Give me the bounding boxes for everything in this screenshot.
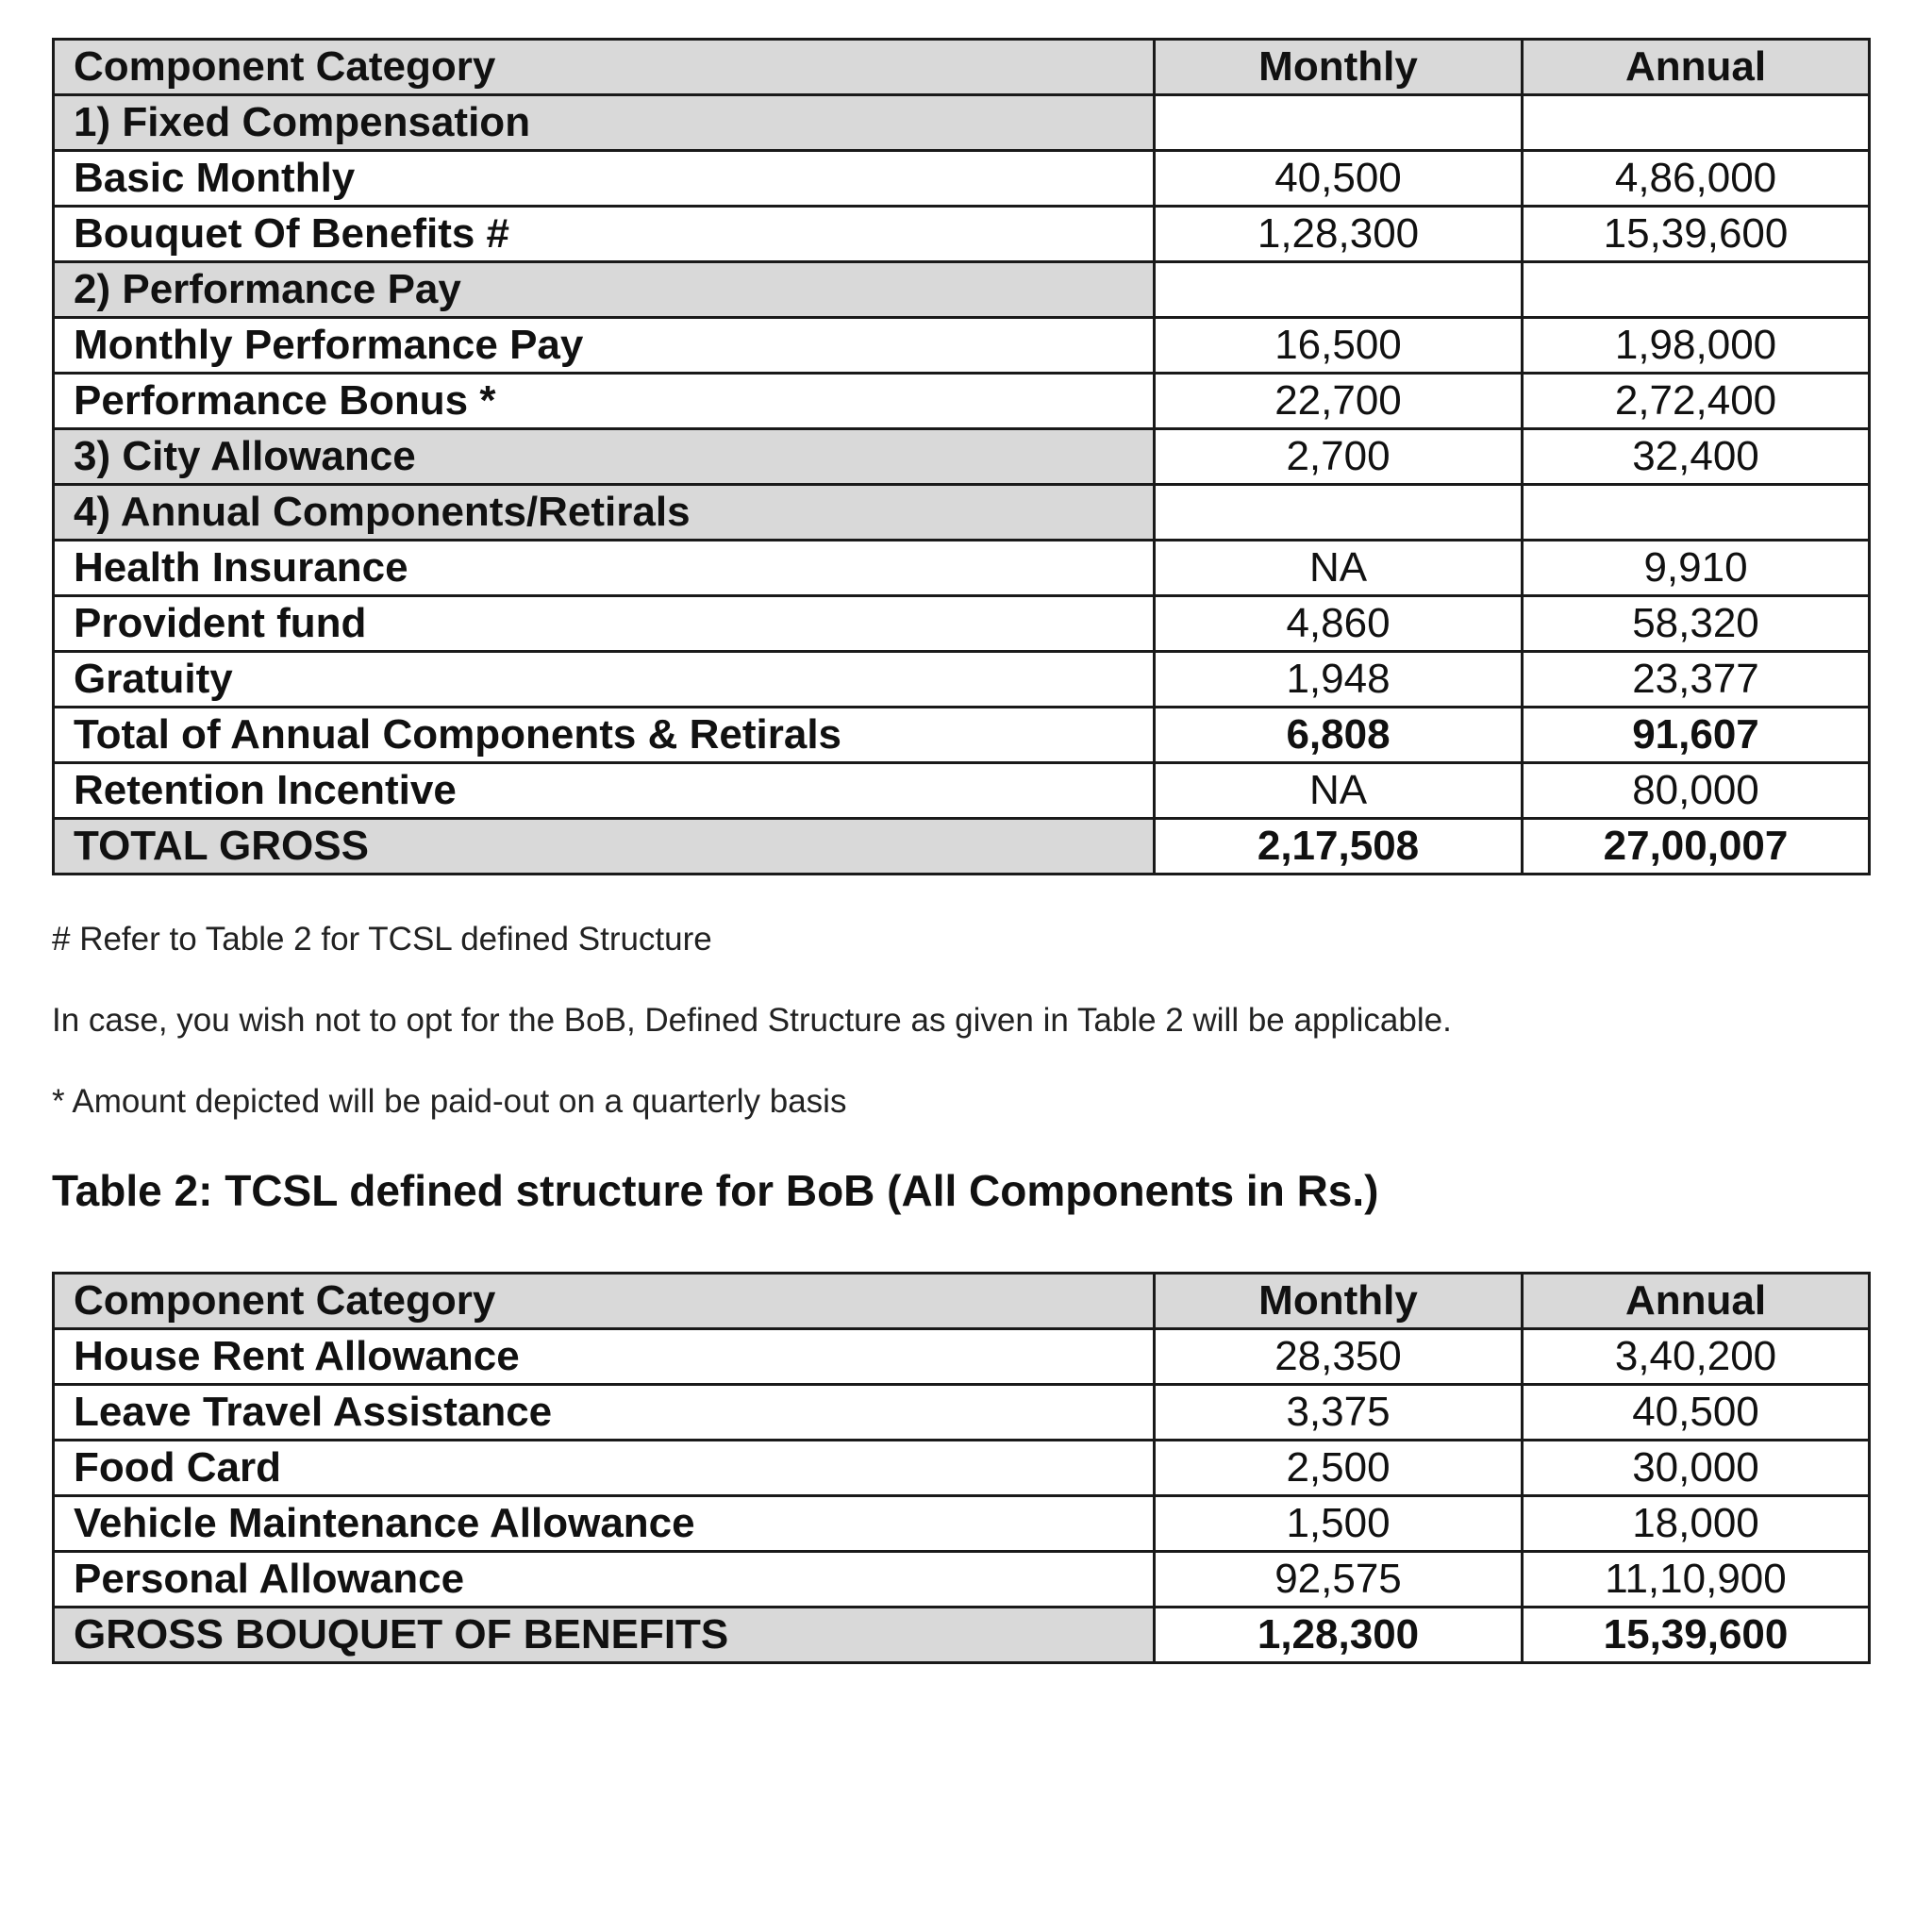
row-label: Health Insurance [54, 541, 1155, 596]
monthly-cell: 92,575 [1155, 1552, 1523, 1608]
table-row [54, 1329, 1870, 1385]
subtotal-row [54, 708, 1870, 763]
compensation-table [52, 38, 1871, 875]
section-row-city-allowance [54, 429, 1870, 485]
row-label: Food Card [54, 1441, 1155, 1496]
row-label: Provident fund [54, 596, 1155, 652]
annual-cell: 30,000 [1523, 1441, 1870, 1496]
table-row [54, 652, 1870, 708]
note-refer-table-2: # Refer to Table 2 for TCSL defined Structure [52, 921, 712, 958]
monthly-cell: 1,500 [1155, 1496, 1523, 1552]
row-label: Bouquet Of Benefits # [54, 207, 1155, 262]
section-row-annual-components [54, 485, 1870, 541]
column-header-category: Component Category [54, 1274, 1155, 1329]
monthly-cell: 16,500 [1155, 318, 1523, 374]
row-label: Vehicle Maintenance Allowance [54, 1496, 1155, 1552]
row-label: GROSS BOUQUET OF BENEFITS [54, 1608, 1155, 1663]
table-header-row [54, 1274, 1870, 1329]
total-gross-row [54, 819, 1870, 875]
row-label: 4) Annual Components/Retirals [54, 485, 1155, 541]
table-row [54, 151, 1870, 207]
row-label: Leave Travel Assistance [54, 1385, 1155, 1441]
annual-cell: 23,377 [1523, 652, 1870, 708]
annual-cell: 80,000 [1523, 763, 1870, 819]
monthly-cell [1155, 262, 1523, 318]
column-header-annual: Annual [1523, 1274, 1870, 1329]
row-label: House Rent Allowance [54, 1329, 1155, 1385]
annual-cell: 91,607 [1523, 708, 1870, 763]
table-2-title: Table 2: TCSL defined structure for BoB (All Components in Rs.) [52, 1166, 1379, 1215]
annual-cell: 15,39,600 [1523, 1608, 1870, 1663]
table-row [54, 596, 1870, 652]
table-row [54, 374, 1870, 429]
gross-bouquet-row [54, 1608, 1870, 1663]
annual-cell [1523, 485, 1870, 541]
monthly-cell: 4,860 [1155, 596, 1523, 652]
monthly-cell: 2,500 [1155, 1441, 1523, 1496]
column-header-annual: Annual [1523, 40, 1870, 95]
row-label: Retention Incentive [54, 763, 1155, 819]
row-label: 2) Performance Pay [54, 262, 1155, 318]
row-label: Monthly Performance Pay [54, 318, 1155, 374]
section-row-fixed-compensation [54, 95, 1870, 151]
monthly-cell: NA [1155, 541, 1523, 596]
annual-cell: 58,320 [1523, 596, 1870, 652]
annual-cell: 9,910 [1523, 541, 1870, 596]
table-header-row [54, 40, 1870, 95]
row-label: TOTAL GROSS [54, 819, 1155, 875]
row-label: 1) Fixed Compensation [54, 95, 1155, 151]
compensation-document [52, 38, 1868, 1664]
monthly-cell: 40,500 [1155, 151, 1523, 207]
table-row [54, 318, 1870, 374]
row-label: Basic Monthly [54, 151, 1155, 207]
note-opt-out: In case, you wish not to opt for the BoB, Defined Structure as given in Table 2 will be applicable. [52, 1002, 1452, 1039]
annual-cell: 1,98,000 [1523, 318, 1870, 374]
footnotes [52, 921, 1868, 1121]
row-label: Gratuity [54, 652, 1155, 708]
table-row [54, 207, 1870, 262]
annual-cell [1523, 262, 1870, 318]
monthly-cell: 3,375 [1155, 1385, 1523, 1441]
annual-cell: 3,40,200 [1523, 1329, 1870, 1385]
table-row [54, 541, 1870, 596]
monthly-cell: 6,808 [1155, 708, 1523, 763]
row-label: 3) City Allowance [54, 429, 1155, 485]
annual-cell: 32,400 [1523, 429, 1870, 485]
monthly-cell [1155, 95, 1523, 151]
monthly-cell: 2,17,508 [1155, 819, 1523, 875]
bob-structure-table [52, 1272, 1871, 1664]
annual-cell: 40,500 [1523, 1385, 1870, 1441]
table-row [54, 1385, 1870, 1441]
row-label: Performance Bonus * [54, 374, 1155, 429]
monthly-cell [1155, 485, 1523, 541]
monthly-cell: 1,28,300 [1155, 207, 1523, 262]
annual-cell: 2,72,400 [1523, 374, 1870, 429]
table-row [54, 1441, 1870, 1496]
annual-cell: 15,39,600 [1523, 207, 1870, 262]
monthly-cell: 1,28,300 [1155, 1608, 1523, 1663]
monthly-cell: NA [1155, 763, 1523, 819]
annual-cell: 18,000 [1523, 1496, 1870, 1552]
monthly-cell: 1,948 [1155, 652, 1523, 708]
annual-cell: 27,00,007 [1523, 819, 1870, 875]
column-header-category: Component Category [54, 40, 1155, 95]
monthly-cell: 22,700 [1155, 374, 1523, 429]
note-quarterly-payout: * Amount depicted will be paid-out on a quarterly basis [52, 1083, 847, 1120]
table-row [54, 1552, 1870, 1608]
column-header-monthly: Monthly [1155, 1274, 1523, 1329]
column-header-monthly: Monthly [1155, 40, 1523, 95]
monthly-cell: 28,350 [1155, 1329, 1523, 1385]
annual-cell: 4,86,000 [1523, 151, 1870, 207]
annual-cell [1523, 95, 1870, 151]
section-row-performance-pay [54, 262, 1870, 318]
table-row [54, 1496, 1870, 1552]
monthly-cell: 2,700 [1155, 429, 1523, 485]
annual-cell: 11,10,900 [1523, 1552, 1870, 1608]
row-label: Total of Annual Components & Retirals [54, 708, 1155, 763]
table-row [54, 763, 1870, 819]
row-label: Personal Allowance [54, 1552, 1155, 1608]
